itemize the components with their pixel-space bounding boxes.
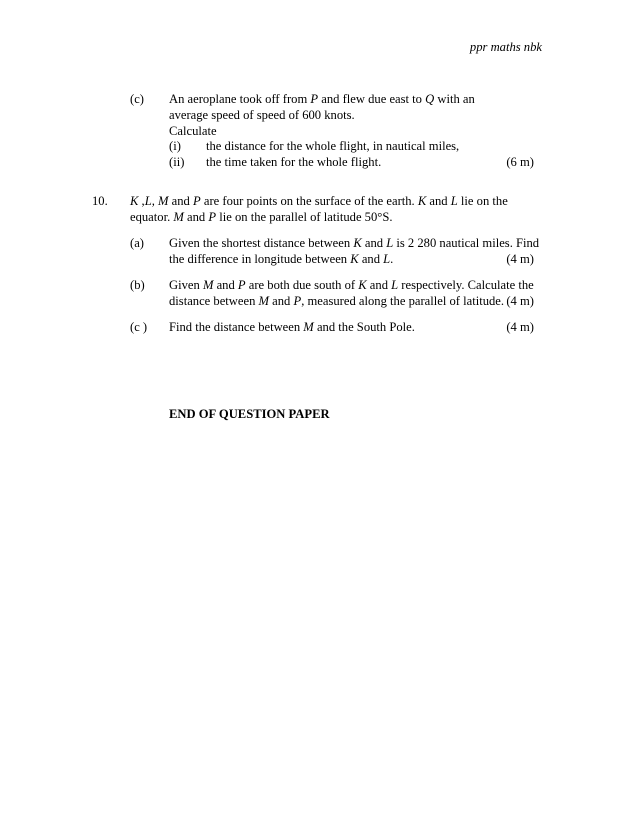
q10-number: 10.	[92, 194, 108, 208]
q10b-marks: (4 m)	[506, 294, 534, 308]
end-of-paper: END OF QUESTION PAPER	[169, 407, 330, 421]
q9c-sub-ii-label: (ii)	[169, 155, 185, 169]
q10a-marks: (4 m)	[506, 252, 534, 266]
q10-line1: K ,L, M and P are four points on the surface of the earth. K and L lie on the	[130, 194, 508, 208]
q9c-sub-i-label: (i)	[169, 139, 181, 153]
q9c-line2: average speed of speed of 600 knots.	[169, 108, 355, 122]
page-header: ppr maths nbk	[469, 40, 542, 54]
q9c-marks: (6 m)	[506, 155, 534, 169]
q10b-line2: distance between M and P, measured along the parallel of latitude.	[169, 294, 505, 308]
q10c-marks: (4 m)	[506, 320, 534, 334]
q10a-line2: the difference in longitude between K and L.	[169, 252, 394, 266]
q9c-label: (c)	[130, 92, 144, 106]
q10a-label: (a)	[130, 236, 144, 250]
q10-line2: equator. M and P lie on the parallel of latitude 50°S.	[130, 210, 393, 224]
q10a-line1: Given the shortest distance between K and L is 2 280 nautical miles. Find	[169, 236, 540, 250]
q10b-label: (b)	[130, 278, 145, 292]
q9c-line3: Calculate	[169, 124, 217, 138]
q10c-label: (c )	[130, 320, 148, 334]
q10c-line1: Find the distance between M and the South Pole.	[169, 320, 415, 334]
q9c-sub-i-text: the distance for the whole flight, in nautical miles,	[206, 139, 460, 153]
q9c-sub-ii-text: the time taken for the whole flight.	[206, 155, 382, 169]
q10b-line1: Given M and P are both due south of K and L respectively. Calculate the	[169, 278, 534, 292]
q9c-line1: An aeroplane took off from P and flew due east to Q with an	[169, 92, 475, 106]
